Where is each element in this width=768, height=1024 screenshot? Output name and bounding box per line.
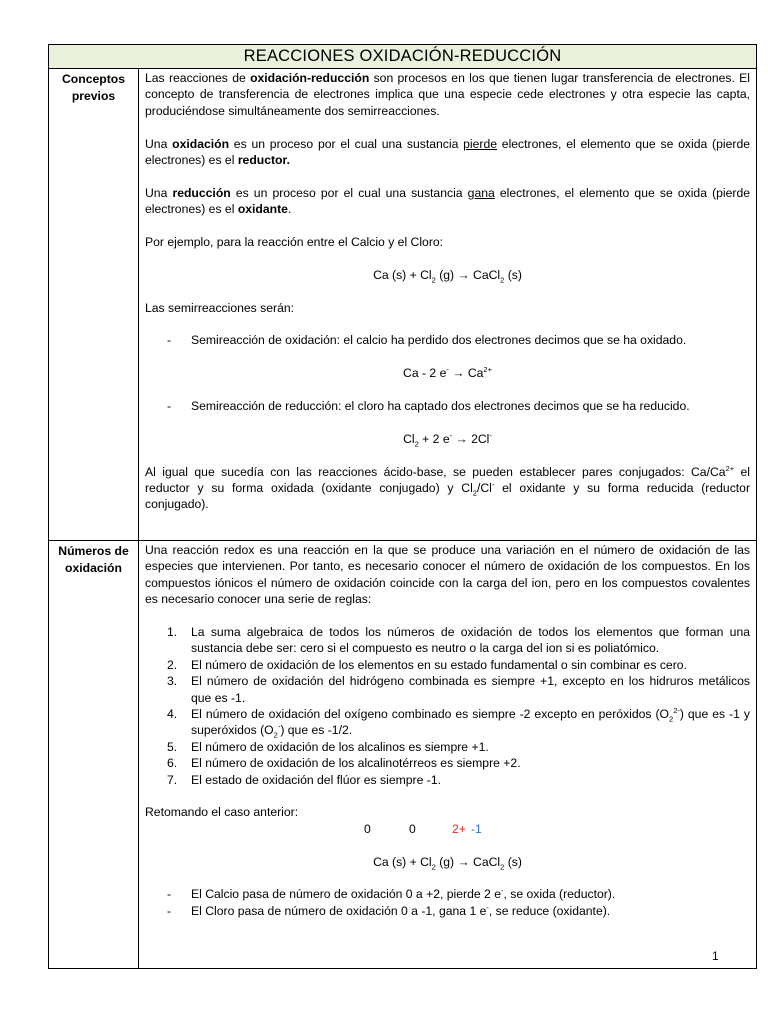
superscript: - <box>491 479 495 489</box>
equation-oxidation <box>145 365 750 381</box>
bold-term: reducción <box>172 185 231 200</box>
subscript: 2 <box>669 714 674 724</box>
eq-part: Ca (s) + Cl <box>373 267 432 282</box>
superscript: - <box>277 722 281 732</box>
rule-number: 3. <box>167 674 178 689</box>
paragraph-semireactions: Las semirreacciones serán: <box>145 300 295 315</box>
rules-list <box>145 624 750 788</box>
dash-mark: - <box>167 399 172 413</box>
eq-part: (g) → CaCl <box>435 267 501 282</box>
section-label-conceptos <box>49 69 139 541</box>
text: /Cl <box>476 481 492 495</box>
subscript: 2 <box>431 275 436 285</box>
text: el oxidante y su forma reducida (reductor conjugado). <box>145 481 751 512</box>
rule-text: El número de oxidación del hidrógeno combinada es siempre +1, excepto en los hidruros metálicos que es -1. <box>191 674 751 705</box>
eq-part: + 2 e <box>418 431 450 446</box>
text: , se oxida (reductor). <box>503 887 616 902</box>
paragraph-retomando: Retomando el caso anterior: <box>145 805 299 820</box>
rule-item <box>145 673 750 706</box>
rule-number: 5. <box>167 739 178 754</box>
text: Al igual que sucedía con las reacciones ácido-base, se pueden establecer pares conjugados: Ca/Ca <box>145 464 726 479</box>
dash-mark: - <box>167 333 172 348</box>
equation-reduction <box>145 431 750 447</box>
paragraph-reduction <box>145 185 750 218</box>
eq-part: → Ca <box>448 366 484 381</box>
subscript: 2 <box>273 730 278 740</box>
rule-number: 4. <box>167 707 178 722</box>
ox-number-plus: 2+ <box>452 821 466 836</box>
rule-text: El número de oxidación de los elementos en su estado fundamental o sin combinar es cero. <box>191 657 687 672</box>
bold-term: oxidante <box>237 202 288 217</box>
text: Semireacción de oxidación: el calcio ha perdido dos electrones decimos que se ha oxidado. <box>191 333 687 348</box>
label-line: Números de <box>58 544 129 558</box>
text: . <box>287 202 292 217</box>
rule-item <box>145 772 750 788</box>
dash-mark: - <box>167 887 172 902</box>
list-item-cloro <box>145 903 750 919</box>
ox-number-cl: 0 <box>409 821 416 836</box>
text: El Cloro pasa de número de oxidación 0 a -1, gana 1 e <box>191 903 487 918</box>
rule-text: ) que es -1/2. <box>280 723 353 738</box>
paragraph-oxidation <box>145 136 750 169</box>
rule-number: 7. <box>167 772 178 787</box>
subscript: 2 <box>414 439 419 449</box>
paragraph-conjugate-pairs <box>145 464 750 513</box>
rule-text: El número de oxidación de los alcalinos es siempre +1. <box>191 739 489 754</box>
superscript: - <box>500 886 504 896</box>
superscript: - <box>449 430 453 440</box>
oxidation-numbers-row <box>145 821 750 837</box>
superscript: - <box>486 902 489 912</box>
equation-main-repeat <box>145 854 750 870</box>
list-item-calcio <box>145 886 750 902</box>
text: El Calcio pasa de número de oxidación 0 a +2, pierde 2 e <box>191 887 501 902</box>
text: Semireacción de reducción: el cloro ha captado dos electrones decimos que se ha reducido. <box>191 399 690 413</box>
text: electrones, el elemento que se oxida (pierde electrones) es el <box>145 136 750 168</box>
content-table <box>48 44 757 969</box>
bold-term: oxidación <box>172 136 230 151</box>
section-label-numeros <box>49 541 139 969</box>
rule-text: El estado de oxidación del flúor es siempre -1. <box>191 772 441 787</box>
rule-number: 2. <box>167 657 178 672</box>
eq-part: → 2Cl <box>452 431 490 446</box>
paragraph-intro <box>145 70 750 119</box>
eq-part: (s) <box>504 267 522 282</box>
superscript: 2+ <box>725 463 735 473</box>
bold-term: oxidación-reducción <box>250 71 370 85</box>
text: es un proceso por el cual una sustancia <box>230 185 468 200</box>
paragraph-redox-intro: Una reacción redox es una reacción en la que se produce una variación en el número de oxidación de las especies que intervienen. Por tanto, es necesario conocer el número de oxidación de los compuestos. En los compuestos iónicos el número de oxidación coincide con la carga del ion, pero en los compuestos covalentes es necesario conocer una serie de reglas: <box>145 543 751 607</box>
section-content-conceptos <box>139 69 757 541</box>
eq-part: (g) → CaCl <box>435 854 501 869</box>
text: son procesos en los que tienen lugar transferencia de electrones. El concepto de transferencia de electrones implica que una especie cede electrones y otra especie las capta, produciéndose simultáneamente dos semirreacciones. <box>145 71 751 118</box>
text: Las reacciones de <box>145 71 251 85</box>
text: electrones, el elemento que se oxida (pierde electrones) es el <box>145 185 751 217</box>
label-line: Conceptos <box>62 72 125 86</box>
superscript: - <box>446 365 449 375</box>
rule-number: 6. <box>167 756 178 771</box>
rule-item <box>145 755 750 771</box>
underlined-term: gana <box>467 185 495 200</box>
ox-number-ca: 0 <box>364 821 371 836</box>
rule-text: El número de oxidación de los alcalinotérreos es siempre +2. <box>191 756 521 771</box>
superscript: 2+ <box>483 365 492 375</box>
rule-item <box>145 739 750 755</box>
equation-main <box>145 267 750 283</box>
label-line: oxidación <box>65 561 122 575</box>
page-number: 1 <box>712 949 719 963</box>
list-item-oxidation <box>145 332 750 348</box>
bold-term: reductor. <box>237 153 290 168</box>
eq-part: (s) <box>504 854 522 869</box>
subscript: 2 <box>431 862 436 872</box>
text: Una <box>145 136 173 151</box>
subscript: 2 <box>500 862 505 872</box>
text: , se reduce (oxidante). <box>488 903 611 918</box>
document-title: REACCIONES OXIDACIÓN-REDUCCIÓN <box>49 45 757 69</box>
list-item-reduction <box>145 398 750 414</box>
rule-text: ) que es -1 y superóxidos (O <box>191 707 751 738</box>
eq-part: Ca - 2 e <box>403 366 447 381</box>
rule-item <box>145 624 750 657</box>
ox-number-minus: -1 <box>471 821 482 836</box>
rule-text: La suma algebraica de todos los números de oxidación de todos los elementos que forman una sustancia debe ser: cero si el compuesto es neutro o la carga del ion si es poliatómico. <box>191 625 751 656</box>
underlined-term: pierde <box>463 136 498 151</box>
text: es un proceso por el cual una sustancia <box>229 136 464 151</box>
rule-text: El número de oxidación del oxígeno combinado es siempre -2 excepto en peróxidos (O <box>191 707 670 722</box>
text: el reductor y su forma oxidada (oxidante conjugado) y Cl <box>145 464 751 495</box>
label-line: previos <box>71 89 116 103</box>
paragraph-example: Por ejemplo, para la reacción entre el Calcio y el Cloro: <box>145 235 444 250</box>
text: Una <box>145 185 173 200</box>
subscript: 2 <box>472 488 477 498</box>
superscript: - <box>489 430 492 440</box>
subscript: 2 <box>500 275 505 285</box>
rule-number: 1. <box>167 625 178 640</box>
rule-item <box>145 706 750 739</box>
section-content-numeros <box>139 541 757 969</box>
rule-item <box>145 657 750 673</box>
eq-part: Ca (s) + Cl <box>373 854 432 869</box>
eq-part: Cl <box>403 431 415 446</box>
dash-mark: - <box>167 903 172 918</box>
superscript: 2- <box>673 705 680 715</box>
